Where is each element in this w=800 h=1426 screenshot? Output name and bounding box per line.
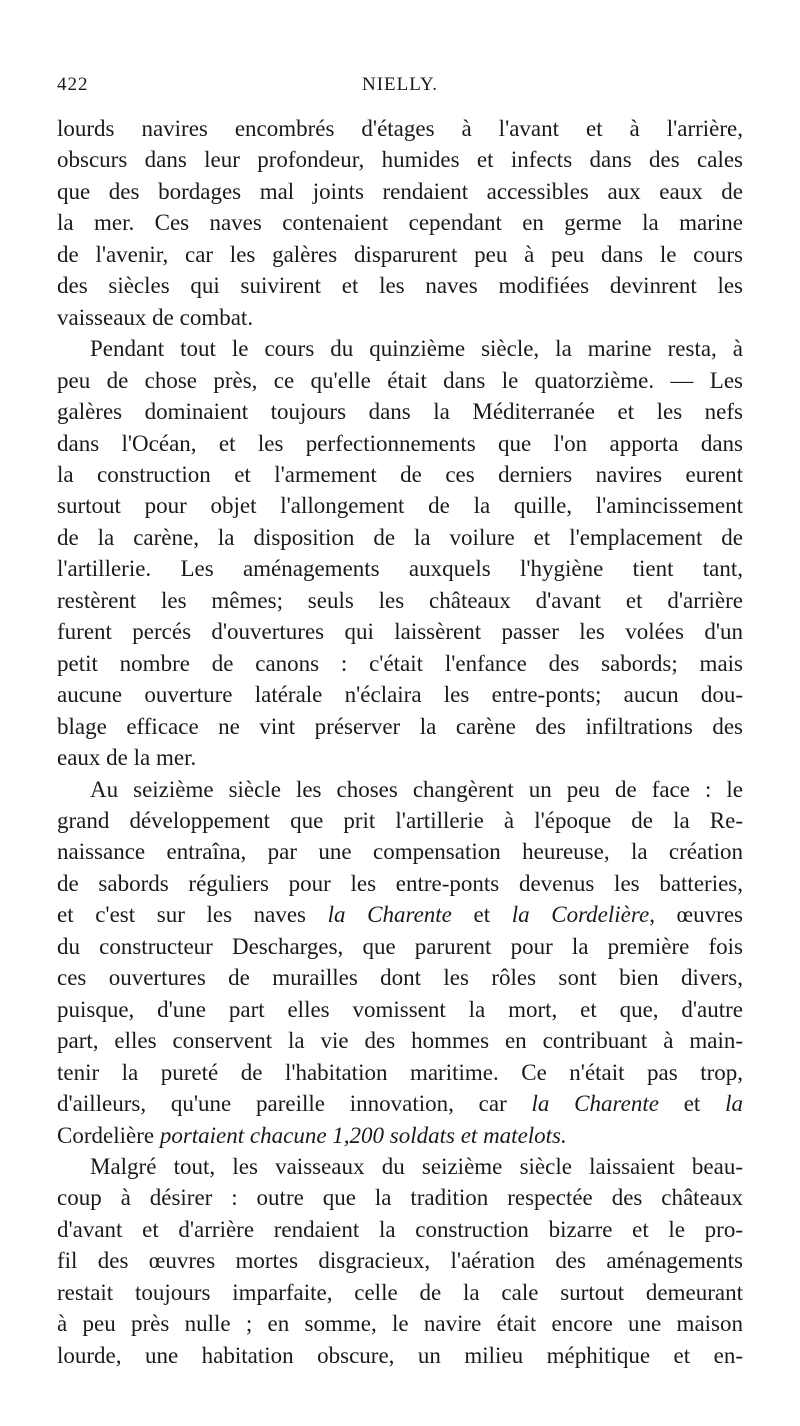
paragraph: [57, 1151, 743, 1371]
text-line: du constructeur Descharges, que parurent pour la première fois: [57, 933, 743, 959]
text-line: d'ailleurs, qu'une pareille innovation, car la Charente et la: [57, 1091, 743, 1117]
text-line: de la carène, la disposition de la voilure et l'emplacement de: [57, 524, 743, 550]
text-line: de l'avenir, car les galères disparurent peu à peu dans le cours: [57, 241, 743, 267]
text-line: puisque, d'une part elles vomissent la mort, et que, d'autre: [57, 996, 743, 1022]
text-line: galères dominaient toujours dans la Méditerranée et les nefs: [57, 399, 743, 425]
text-line: Malgré tout, les vaisseaux du seizième siècle laissaient beau-: [90, 1153, 743, 1179]
text-line: à peu près nulle ; en somme, le navire était encore une maison: [57, 1311, 743, 1337]
body-text: [57, 113, 743, 1371]
text-line: blage efficace ne vint préserver la carène des infiltrations des: [57, 713, 743, 739]
text-line: Pendant tout le cours du quinzième siècle, la marine resta, à: [90, 336, 743, 362]
text-line: et c'est sur les naves la Charente et la Cordelière, œuvres: [57, 902, 743, 928]
running-head: NIELLY.: [362, 74, 438, 95]
paragraph: [57, 774, 743, 1151]
text-line: fil des œuvres mortes disgracieux, l'aération des aménagements: [57, 1248, 743, 1274]
page-header: [57, 74, 743, 102]
text-line: furent percés d'ouvertures qui laissèrent passer les volées d'un: [57, 619, 743, 645]
text-line: vaisseaux de combat.: [57, 304, 254, 330]
text-line: tenir la pureté de l'habitation maritime. Ce n'était pas trop,: [57, 1059, 743, 1085]
text-line: de sabords réguliers pour les entre-ponts devenus les batteries,: [57, 870, 743, 896]
text-line: petit nombre de canons : c'était l'enfance des sabords; mais: [57, 650, 743, 676]
text-line: lourds navires encombrés d'étages à l'avant et à l'arrière,: [57, 116, 743, 141]
page-number: 422: [57, 74, 89, 95]
text-line: Cordelière portaient chacune 1,200 soldats et matelots.: [57, 1122, 567, 1148]
text-line: restèrent les mêmes; seuls les châteaux d'avant et d'arrière: [57, 587, 743, 613]
text-line: coup à désirer : outre que la tradition respectée des châteaux: [57, 1185, 743, 1211]
text-line: peu de chose près, ce qu'elle était dans le quatorzième. — Les: [57, 367, 743, 393]
text-line: surtout pour objet l'allongement de la quille, l'amincissement: [57, 493, 743, 519]
text-line: aucune ouverture latérale n'éclaira les entre-ponts; aucun dou-: [57, 682, 743, 708]
text-line: des siècles qui suivirent et les naves modifiées devinrent les: [57, 273, 743, 299]
paragraph: [57, 113, 743, 333]
text-line: naissance entraîna, par une compensation heureuse, la création: [57, 839, 743, 865]
text-line: dans l'Océan, et les perfectionnements que l'on apporta dans: [57, 430, 743, 456]
text-line: d'avant et d'arrière rendaient la construction bizarre et le pro-: [57, 1216, 743, 1242]
text-line: l'artillerie. Les aménagements auxquels l'hygiène tient tant,: [57, 556, 743, 582]
text-line: Au seizième siècle les choses changèrent un peu de face : le: [90, 776, 743, 802]
text-line: la construction et l'armement de ces derniers navires eurent: [57, 461, 743, 487]
text-line: restait toujours imparfaite, celle de la cale surtout demeurant: [57, 1279, 743, 1305]
text-line: ces ouvertures de murailles dont les rôles sont bien divers,: [57, 965, 743, 991]
text-line: la mer. Ces naves contenaient cependant en germe la marine: [57, 210, 743, 236]
text-line: lourde, une habitation obscure, un milieu méphitique et en-: [57, 1342, 743, 1368]
text-line: obscurs dans leur profondeur, humides et infects dans des cales: [57, 147, 743, 173]
text-line: que des bordages mal joints rendaient accessibles aux eaux de: [57, 178, 743, 204]
text-line: part, elles conservent la vie des hommes en contribuant à main-: [57, 1028, 743, 1054]
paragraph: [57, 333, 743, 773]
text-line: eaux de la mer.: [57, 745, 197, 771]
text-line: grand développement que prit l'artillerie à l'époque de la Re-: [57, 807, 743, 833]
